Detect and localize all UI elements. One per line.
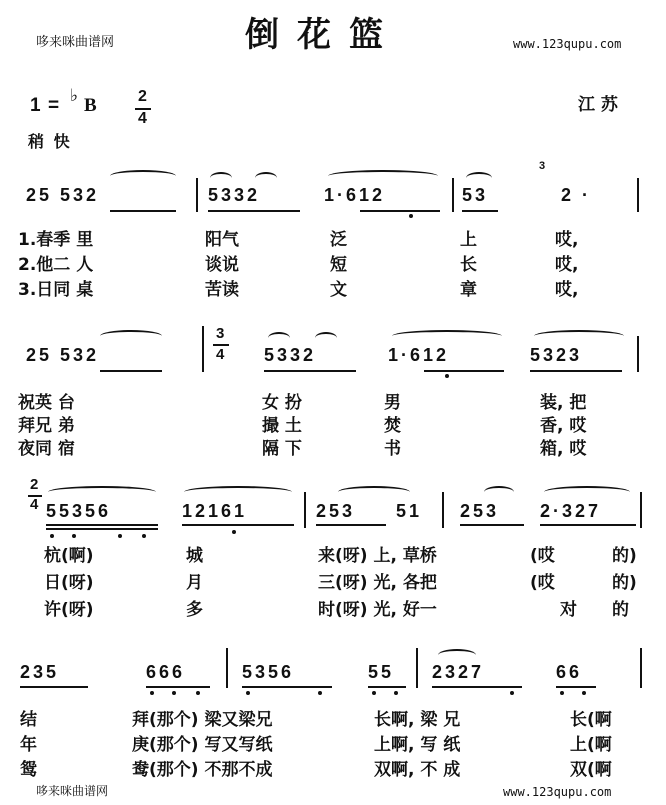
barline bbox=[637, 178, 639, 212]
beam-line bbox=[530, 370, 622, 372]
beam-line bbox=[110, 210, 176, 212]
low-octave-dot bbox=[318, 691, 322, 695]
low-octave-dot bbox=[246, 691, 250, 695]
key-do: 1 bbox=[30, 95, 41, 116]
slur bbox=[466, 172, 492, 184]
slur bbox=[255, 172, 277, 184]
beam-line bbox=[316, 524, 386, 526]
measure-2-4: 5323 bbox=[530, 345, 583, 365]
measure-3-3b: 51 bbox=[396, 501, 423, 521]
lyric: 上(啊 bbox=[570, 735, 612, 755]
slur bbox=[48, 486, 156, 498]
lyric: 对 bbox=[560, 600, 577, 620]
barline bbox=[196, 178, 198, 212]
slur bbox=[110, 170, 176, 182]
lyric: 泛 bbox=[330, 230, 347, 250]
low-octave-dot bbox=[196, 691, 200, 695]
low-octave-dot bbox=[445, 374, 449, 378]
lyric: 双(啊 bbox=[570, 760, 612, 780]
grace-note: 3 bbox=[539, 160, 546, 172]
lyric: 拜兄 弟 bbox=[18, 416, 75, 436]
time-change-bottom: 4 bbox=[30, 496, 39, 513]
lyric: 庚(那个) 写又写纸 bbox=[132, 735, 273, 755]
beam-line bbox=[100, 370, 162, 372]
slur bbox=[315, 332, 337, 344]
lyric: 长啊, 梁 兄 bbox=[374, 710, 461, 730]
lyric: (哎 bbox=[530, 546, 555, 566]
lyric: 鸳 bbox=[20, 760, 37, 780]
lyric: 谈说 bbox=[205, 255, 239, 275]
lyric: 文 bbox=[330, 280, 347, 300]
key-equals: = bbox=[48, 95, 60, 116]
lyric: 哎, bbox=[555, 255, 579, 275]
measure-3-2: 12161 bbox=[182, 501, 248, 521]
site-url-right: www.123qupu.com bbox=[513, 37, 622, 51]
slur bbox=[544, 486, 630, 498]
time-change-top: 3 bbox=[216, 325, 225, 342]
low-octave-dot bbox=[50, 534, 54, 538]
lyric: 城 bbox=[186, 546, 203, 566]
measure-4-3b: 66 bbox=[556, 662, 583, 682]
beam-line bbox=[368, 686, 406, 688]
lyric: 3.日同 桌 bbox=[18, 280, 94, 300]
lyric: 上啊, 写 纸 bbox=[374, 735, 461, 755]
beam-line bbox=[146, 686, 210, 688]
barline bbox=[304, 492, 306, 528]
lyric: 香, 哎 bbox=[540, 416, 587, 436]
measure-4-1: 235 bbox=[20, 662, 60, 682]
measure-1-3: 1·612 bbox=[324, 185, 386, 205]
low-octave-dot bbox=[409, 214, 413, 218]
lyric: 祝英 台 bbox=[18, 393, 75, 413]
low-octave-dot bbox=[510, 691, 514, 695]
low-octave-dot bbox=[560, 691, 564, 695]
lyric: 夜同 宿 bbox=[18, 439, 75, 459]
low-octave-dot bbox=[172, 691, 176, 695]
lyric: 苦读 bbox=[205, 280, 239, 300]
lyric: 女 扮 bbox=[262, 393, 302, 413]
lyric: 焚 bbox=[384, 416, 401, 436]
lyric: 许(呀) bbox=[44, 600, 94, 620]
slur bbox=[184, 486, 292, 498]
beam-line bbox=[208, 210, 300, 212]
lyric: 来(呀) 上, 草桥 bbox=[318, 546, 437, 566]
barline bbox=[640, 648, 642, 688]
measure-4-2b: 55 bbox=[368, 662, 395, 682]
beam-line bbox=[462, 210, 498, 212]
lyric: 的) bbox=[612, 573, 637, 593]
measure-2-2: 5332 bbox=[264, 345, 317, 365]
beam-line bbox=[46, 528, 158, 530]
barline bbox=[640, 492, 642, 528]
low-octave-dot bbox=[142, 534, 146, 538]
low-octave-dot bbox=[394, 691, 398, 695]
low-octave-dot bbox=[72, 534, 76, 538]
beam-line bbox=[460, 524, 524, 526]
measure-1-4: 53 bbox=[462, 185, 489, 205]
key-note: B bbox=[84, 95, 97, 116]
slur bbox=[210, 172, 232, 184]
lyric: 的) bbox=[612, 546, 637, 566]
barline bbox=[452, 178, 454, 212]
low-octave-dot bbox=[372, 691, 376, 695]
barline bbox=[202, 326, 204, 372]
lyric: 月 bbox=[186, 573, 203, 593]
beam-line bbox=[182, 524, 294, 526]
measure-4-3: 2327 bbox=[432, 662, 485, 682]
slur bbox=[268, 332, 290, 344]
beam-line bbox=[20, 686, 88, 688]
measure-1-5: 2 · bbox=[561, 185, 592, 205]
measure-4-2: 5356 bbox=[242, 662, 295, 682]
lyric: 隔 下 bbox=[262, 439, 302, 459]
barline bbox=[442, 492, 444, 528]
lyric: 年 bbox=[20, 735, 37, 755]
measure-1-1: 25 532 bbox=[26, 185, 100, 205]
slur bbox=[438, 649, 476, 661]
lyric: 的 bbox=[612, 600, 629, 620]
time-sig-bottom: 4 bbox=[138, 110, 147, 127]
time-change-bottom: 4 bbox=[216, 346, 225, 363]
tempo-marking: 稍 快 bbox=[28, 132, 72, 151]
low-octave-dot bbox=[232, 530, 236, 534]
lyric: 书 bbox=[384, 439, 401, 459]
lyric: 装, 把 bbox=[540, 393, 587, 413]
slur bbox=[392, 330, 502, 342]
beam-line bbox=[540, 524, 636, 526]
low-octave-dot bbox=[582, 691, 586, 695]
beam-line bbox=[432, 686, 522, 688]
beam-line bbox=[242, 686, 332, 688]
measure-3-3: 253 bbox=[316, 501, 356, 521]
footer-site-name: 哆来咪曲谱网 bbox=[36, 784, 109, 798]
lyric: 1.春季 里 bbox=[18, 230, 94, 250]
lyric: 撮 土 bbox=[262, 416, 302, 436]
lyric: 多 bbox=[186, 600, 203, 620]
measure-4-1b: 666 bbox=[146, 662, 186, 682]
low-octave-dot bbox=[118, 534, 122, 538]
slur bbox=[484, 486, 514, 498]
measure-3-4b: 2·327 bbox=[540, 501, 602, 521]
barline bbox=[416, 648, 418, 688]
lyric: 长 bbox=[460, 255, 477, 275]
slur bbox=[328, 170, 438, 182]
lyric: 杭(啊) bbox=[44, 546, 94, 566]
lyric: (哎 bbox=[530, 573, 555, 593]
lyric: 哎, bbox=[555, 280, 579, 300]
measure-3-4: 253 bbox=[460, 501, 500, 521]
beam-line bbox=[264, 370, 356, 372]
lyric: 日(呀) bbox=[44, 573, 94, 593]
lyric: 拜(那个) 梁又梁兄 bbox=[132, 710, 273, 730]
lyric: 短 bbox=[330, 255, 347, 275]
lyric: 结 bbox=[20, 710, 37, 730]
beam-line bbox=[46, 524, 158, 526]
measure-3-1: 55356 bbox=[46, 501, 112, 521]
footer-site-url: www.123qupu.com bbox=[503, 785, 612, 799]
slur bbox=[338, 486, 410, 498]
lyric: 双啊, 不 成 bbox=[374, 760, 461, 780]
lyric: 阳气 bbox=[205, 230, 239, 250]
barline bbox=[637, 336, 639, 372]
region-label: 江 苏 bbox=[578, 95, 618, 115]
time-sig-top: 2 bbox=[138, 88, 147, 105]
beam-line bbox=[556, 686, 596, 688]
measure-1-2: 5332 bbox=[208, 185, 261, 205]
lyric: 长(啊 bbox=[570, 710, 612, 730]
flat-sign: ♭ bbox=[70, 86, 79, 106]
lyric: 鸯(那个) 不那不成 bbox=[132, 760, 273, 780]
barline bbox=[226, 648, 228, 688]
lyric: 章 bbox=[460, 280, 477, 300]
slur bbox=[534, 330, 624, 342]
song-title: 倒花篮 bbox=[245, 15, 401, 55]
slur bbox=[100, 330, 162, 342]
lyric: 哎, bbox=[555, 230, 579, 250]
lyric: 箱, 哎 bbox=[540, 439, 587, 459]
measure-2-3: 1·612 bbox=[388, 345, 450, 365]
time-change-top: 2 bbox=[30, 476, 39, 493]
lyric: 上 bbox=[460, 230, 477, 250]
lyric: 2.他二 人 bbox=[18, 255, 94, 275]
lyric: 时(呀) 光, 好一 bbox=[318, 600, 437, 620]
lyric: 男 bbox=[384, 393, 401, 413]
beam-line bbox=[360, 210, 440, 212]
beam-line bbox=[424, 370, 504, 372]
low-octave-dot bbox=[150, 691, 154, 695]
lyric: 三(呀) 光, 各把 bbox=[318, 573, 437, 593]
measure-2-1: 25 532 bbox=[26, 345, 100, 365]
site-name-left: 哆来咪曲谱网 bbox=[36, 35, 115, 50]
